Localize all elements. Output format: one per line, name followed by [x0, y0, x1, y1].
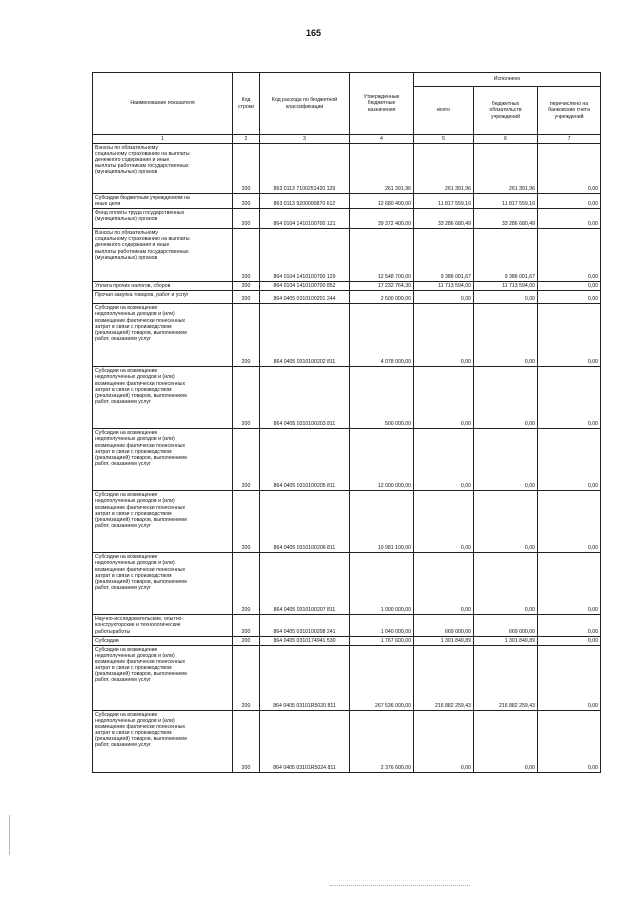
- row-approved: 39 372 400,00: [350, 209, 414, 229]
- row-total: 0,00: [414, 491, 474, 553]
- header-institutions: бюджетных обязательств учреждений: [474, 87, 538, 135]
- row-approved: 267 536 000,00: [350, 645, 414, 710]
- row-institutions: 9 386 001,67: [474, 229, 538, 282]
- row-bank: 0,00: [538, 491, 601, 553]
- row-bank: 0,00: [538, 429, 601, 491]
- row-approved: 10 981 100,00: [350, 491, 414, 553]
- row-approved: 261 391,96: [350, 144, 414, 194]
- row-total: 0,00: [414, 291, 474, 304]
- row-name: Субсидии на возмещение недополученных доходов и (или) возмещение фактически понесенных затрат в связи с производством (реализацией) товаров, выполнением работ, оказанием услуг: [93, 491, 233, 553]
- row-name: Субсидии на возмещение недополученных доходов и (или) возмещение фактически понесенных затрат в связи с производством (реализацией) товаров, выполнением работ, оказанием услуг: [93, 429, 233, 491]
- row-line-code: 200: [233, 282, 260, 291]
- row-approved: 1 040 000,00: [350, 615, 414, 636]
- column-number: 7: [538, 135, 601, 144]
- row-approved: 2 376 600,00: [350, 710, 414, 772]
- row-line-code: 200: [233, 636, 260, 645]
- row-line-code: 200: [233, 429, 260, 491]
- row-budget-code: 864 0405 0310100205 811: [260, 429, 350, 491]
- row-bank: 0,00: [538, 291, 601, 304]
- row-name: Взносы по обязательному социальному страхованию на выплаты денежного содержания и иные выплаты работникам государственных (муниципальных) органов: [93, 144, 233, 194]
- row-budget-code: 864 0405 0310100207 811: [260, 553, 350, 615]
- row-budget-code: 864 0405 0310100203 811: [260, 367, 350, 429]
- table-row: [93, 144, 601, 194]
- row-bank: 0,00: [538, 282, 601, 291]
- row-line-code: 200: [233, 367, 260, 429]
- row-budget-code: 864 0405 0310100208 241: [260, 615, 350, 636]
- row-budget-code: 863 0113 9200000870 612: [260, 194, 350, 209]
- header-line-code: Код строки: [233, 73, 260, 135]
- row-approved: 17 232 764,30: [350, 282, 414, 291]
- column-number-row: [93, 135, 601, 144]
- row-name: Субсидии на возмещение недополученных доходов и (или) возмещение фактически понесенных затрат в связи с производством (реализацией) товаров, выполнением работ, оказанием услуг: [93, 645, 233, 710]
- row-bank: 0,00: [538, 194, 601, 209]
- scan-artifact-line: [330, 885, 470, 887]
- row-bank: 0,00: [538, 645, 601, 710]
- row-total: 11 817 559,16: [414, 194, 474, 209]
- row-institutions: 261 391,96: [474, 144, 538, 194]
- table-row: [93, 429, 601, 491]
- header-executed: Исполнено: [414, 73, 601, 87]
- row-institutions: 11 817 559,16: [474, 194, 538, 209]
- table-row: [93, 194, 601, 209]
- table-row: [93, 636, 601, 645]
- row-budget-code: 864 0405 03101R5020 811: [260, 645, 350, 710]
- row-line-code: 200: [233, 491, 260, 553]
- row-total: 216 882 259,43: [414, 645, 474, 710]
- table-row: [93, 367, 601, 429]
- header-approved: Утвержденные бюджетные назначения: [350, 73, 414, 135]
- row-name: Прочая закупка товаров, работ и услуг: [93, 291, 233, 304]
- row-bank: 0,00: [538, 209, 601, 229]
- row-bank: 0,00: [538, 615, 601, 636]
- row-institutions: 216 882 259,43: [474, 645, 538, 710]
- column-number: 1: [93, 135, 233, 144]
- table-row: [93, 282, 601, 291]
- row-approved: 4 078 000,00: [350, 304, 414, 367]
- row-bank: 0,00: [538, 710, 601, 772]
- row-institutions: 0,00: [474, 429, 538, 491]
- table-row: [93, 304, 601, 367]
- column-number: 6: [474, 135, 538, 144]
- column-number: 4: [350, 135, 414, 144]
- row-approved: 500 000,00: [350, 367, 414, 429]
- table-row: [93, 491, 601, 553]
- table-row: [93, 209, 601, 229]
- row-institutions: 33 286 680,49: [474, 209, 538, 229]
- row-name: Субсидии на возмещение недополученных доходов и (или) возмещение фактически понесенных затрат в связи с производством (реализацией) товаров, выполнением работ, оказанием услуг: [93, 304, 233, 367]
- row-budget-code: 864 0405 0310100206 811: [260, 491, 350, 553]
- table-row: [93, 229, 601, 282]
- row-line-code: 200: [233, 645, 260, 710]
- header-budget-code: Код расхода по бюджетной классификации: [260, 73, 350, 135]
- table-row: [93, 291, 601, 304]
- row-name: Взносы по обязательному социальному страхованию на выплаты денежного содержания и иные выплаты работникам государственных (муниципальных) органов: [93, 229, 233, 282]
- column-number: 3: [260, 135, 350, 144]
- row-institutions: 0,00: [474, 710, 538, 772]
- header-total: всего: [414, 87, 474, 135]
- row-name: Субсидии на возмещение недополученных доходов и (или) возмещение фактически понесенных затрат в связи с производством (реализацией) товаров, выполнением работ, оказанием услуг: [93, 553, 233, 615]
- row-total: 33 286 680,49: [414, 209, 474, 229]
- row-approved: 12 680 400,00: [350, 194, 414, 209]
- row-line-code: 200: [233, 209, 260, 229]
- column-number: 2: [233, 135, 260, 144]
- row-bank: 0,00: [538, 553, 601, 615]
- row-line-code: 200: [233, 615, 260, 636]
- row-approved: 12 000 000,00: [350, 429, 414, 491]
- row-bank: 0,00: [538, 367, 601, 429]
- row-budget-code: 864 0104 1410100700 129: [260, 229, 350, 282]
- row-line-code: 200: [233, 553, 260, 615]
- row-budget-code: 864 0104 1410100700 121: [260, 209, 350, 229]
- row-institutions: 0,00: [474, 367, 538, 429]
- row-name: Субсидии на возмещение недополученных доходов и (или) возмещение фактически понесенных затрат в связи с производством (реализацией) товаров, выполнением работ, оказанием услуг: [93, 710, 233, 772]
- row-budget-code: 863 0113 7100251420 129: [260, 144, 350, 194]
- row-name: Фонд оплаты труда государственных (муниципальных) органов: [93, 209, 233, 229]
- row-approved: 12 548 700,00: [350, 229, 414, 282]
- page-number: 165: [305, 28, 322, 38]
- row-total: 0,00: [414, 553, 474, 615]
- row-line-code: 200: [233, 229, 260, 282]
- row-institutions: 0,00: [474, 553, 538, 615]
- row-line-code: 200: [233, 194, 260, 209]
- row-total: 1 301 840,89: [414, 636, 474, 645]
- row-institutions: 0,00: [474, 291, 538, 304]
- row-bank: 0,00: [538, 304, 601, 367]
- row-institutions: 0,00: [474, 304, 538, 367]
- row-budget-code: 864 0405 0310174941 530: [260, 636, 350, 645]
- row-name: Научно-исследовательские, опытно- конструкторские и технологические работыработы: [93, 615, 233, 636]
- table-row: [93, 553, 601, 615]
- column-number: 5: [414, 135, 474, 144]
- row-line-code: 200: [233, 291, 260, 304]
- row-name: Субсидии бюджетным учреждениям на иные цели: [93, 194, 233, 209]
- row-line-code: 200: [233, 304, 260, 367]
- row-total: 0,00: [414, 429, 474, 491]
- table-row: [93, 645, 601, 710]
- row-institutions: 1 301 840,89: [474, 636, 538, 645]
- row-total: 0,00: [414, 367, 474, 429]
- row-approved: 2 500 000,00: [350, 291, 414, 304]
- row-institutions: 669 000,00: [474, 615, 538, 636]
- scan-artifact-line: [9, 815, 10, 855]
- row-institutions: 0,00: [474, 491, 538, 553]
- row-total: 11 713 594,00: [414, 282, 474, 291]
- header-bank: перечислено на банковские счета учреждений: [538, 87, 601, 135]
- row-name: Субсидии на возмещение недополученных доходов и (или) возмещение фактически понесенных затрат в связи с производством (реализацией) товаров, выполнением работ, оказанием услуг: [93, 367, 233, 429]
- table-row: [93, 710, 601, 772]
- row-total: 261 391,96: [414, 144, 474, 194]
- row-name: Уплата прочих налогов, сборов: [93, 282, 233, 291]
- row-institutions: 11 713 594,00: [474, 282, 538, 291]
- table-row: [93, 615, 601, 636]
- row-bank: 0,00: [538, 144, 601, 194]
- row-line-code: 200: [233, 144, 260, 194]
- budget-execution-table: [92, 72, 601, 773]
- row-name: Субсидии: [93, 636, 233, 645]
- row-budget-code: 864 0405 03101R5024 811: [260, 710, 350, 772]
- row-budget-code: 864 0405 0310100202 811: [260, 304, 350, 367]
- row-total: 0,00: [414, 710, 474, 772]
- row-budget-code: 864 0104 1410100700 852: [260, 282, 350, 291]
- row-bank: 0,00: [538, 229, 601, 282]
- row-total: 669 000,00: [414, 615, 474, 636]
- row-total: 9 386 001,67: [414, 229, 474, 282]
- row-approved: 1 000 000,00: [350, 553, 414, 615]
- header-name: Наименование показателя: [93, 73, 233, 135]
- row-bank: 0,00: [538, 636, 601, 645]
- row-budget-code: 864 0405 0310100201 244: [260, 291, 350, 304]
- row-approved: 1 767 600,00: [350, 636, 414, 645]
- row-total: 0,00: [414, 304, 474, 367]
- row-line-code: 200: [233, 710, 260, 772]
